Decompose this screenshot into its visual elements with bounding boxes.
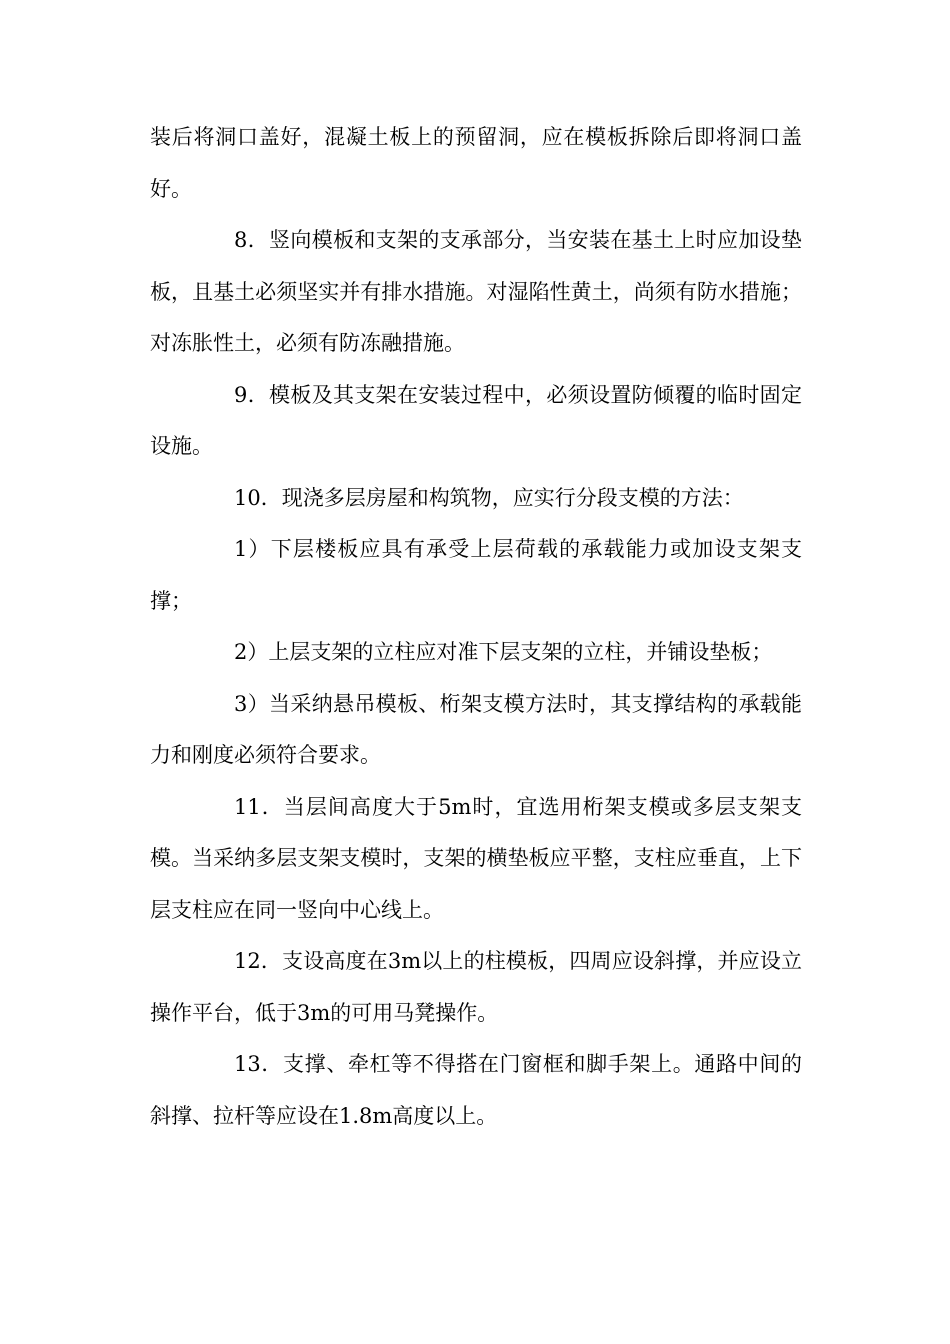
paragraph-item-10: 10．现浇多层房屋和构筑物，应实行分段支模的方法： [234, 485, 744, 510]
document-body [150, 112, 802, 1142]
paragraph-item-13: 13．支撑、牵杠等不得搭在门窗框和脚手架上。通路中间的斜撑、拉杆等应设在1.8m高度以上。 [150, 1052, 802, 1128]
paragraph-item-12: 12．支设高度在3m以上的柱模板，四周应设斜撑，并应设立操作平台，低于3m的可用马凳操作。 [150, 949, 802, 1025]
paragraph-subitem-1: 1）下层楼板应具有承受上层荷载的承载能力或加设支架支撑； [150, 537, 802, 613]
paragraph-item-11: 11．当层间高度大于5m时，宜选用桁架支模或多层支架支模。当采纳多层支架支模时，支架的横垫板应平整，支柱应垂直，上下层支柱应在同一竖向中心线上。 [150, 794, 802, 922]
paragraph-continuation: 装后将洞口盖好，混凝土板上的预留洞，应在模板拆除后即将洞口盖好。 [150, 125, 802, 201]
paragraph-item-8: 8．竖向模板和支架的支承部分，当安装在基土上时应加设垫板，且基土必须坚实并有排水措施。对湿陷性黄土，尚须有防水措施；对冻胀性土，必须有防冻融措施。 [150, 228, 802, 355]
paragraph-subitem-3: 3）当采纳悬吊模板、桁架支模方法时，其支撑结构的承载能力和刚度必须符合要求。 [150, 691, 802, 767]
paragraph-item-9: 9．模板及其支架在安装过程中，必须设置防倾覆的临时固定设施。 [150, 382, 802, 458]
paragraph-subitem-2: 2）上层支架的立柱应对准下层支架的立柱，并铺设垫板； [234, 640, 773, 664]
